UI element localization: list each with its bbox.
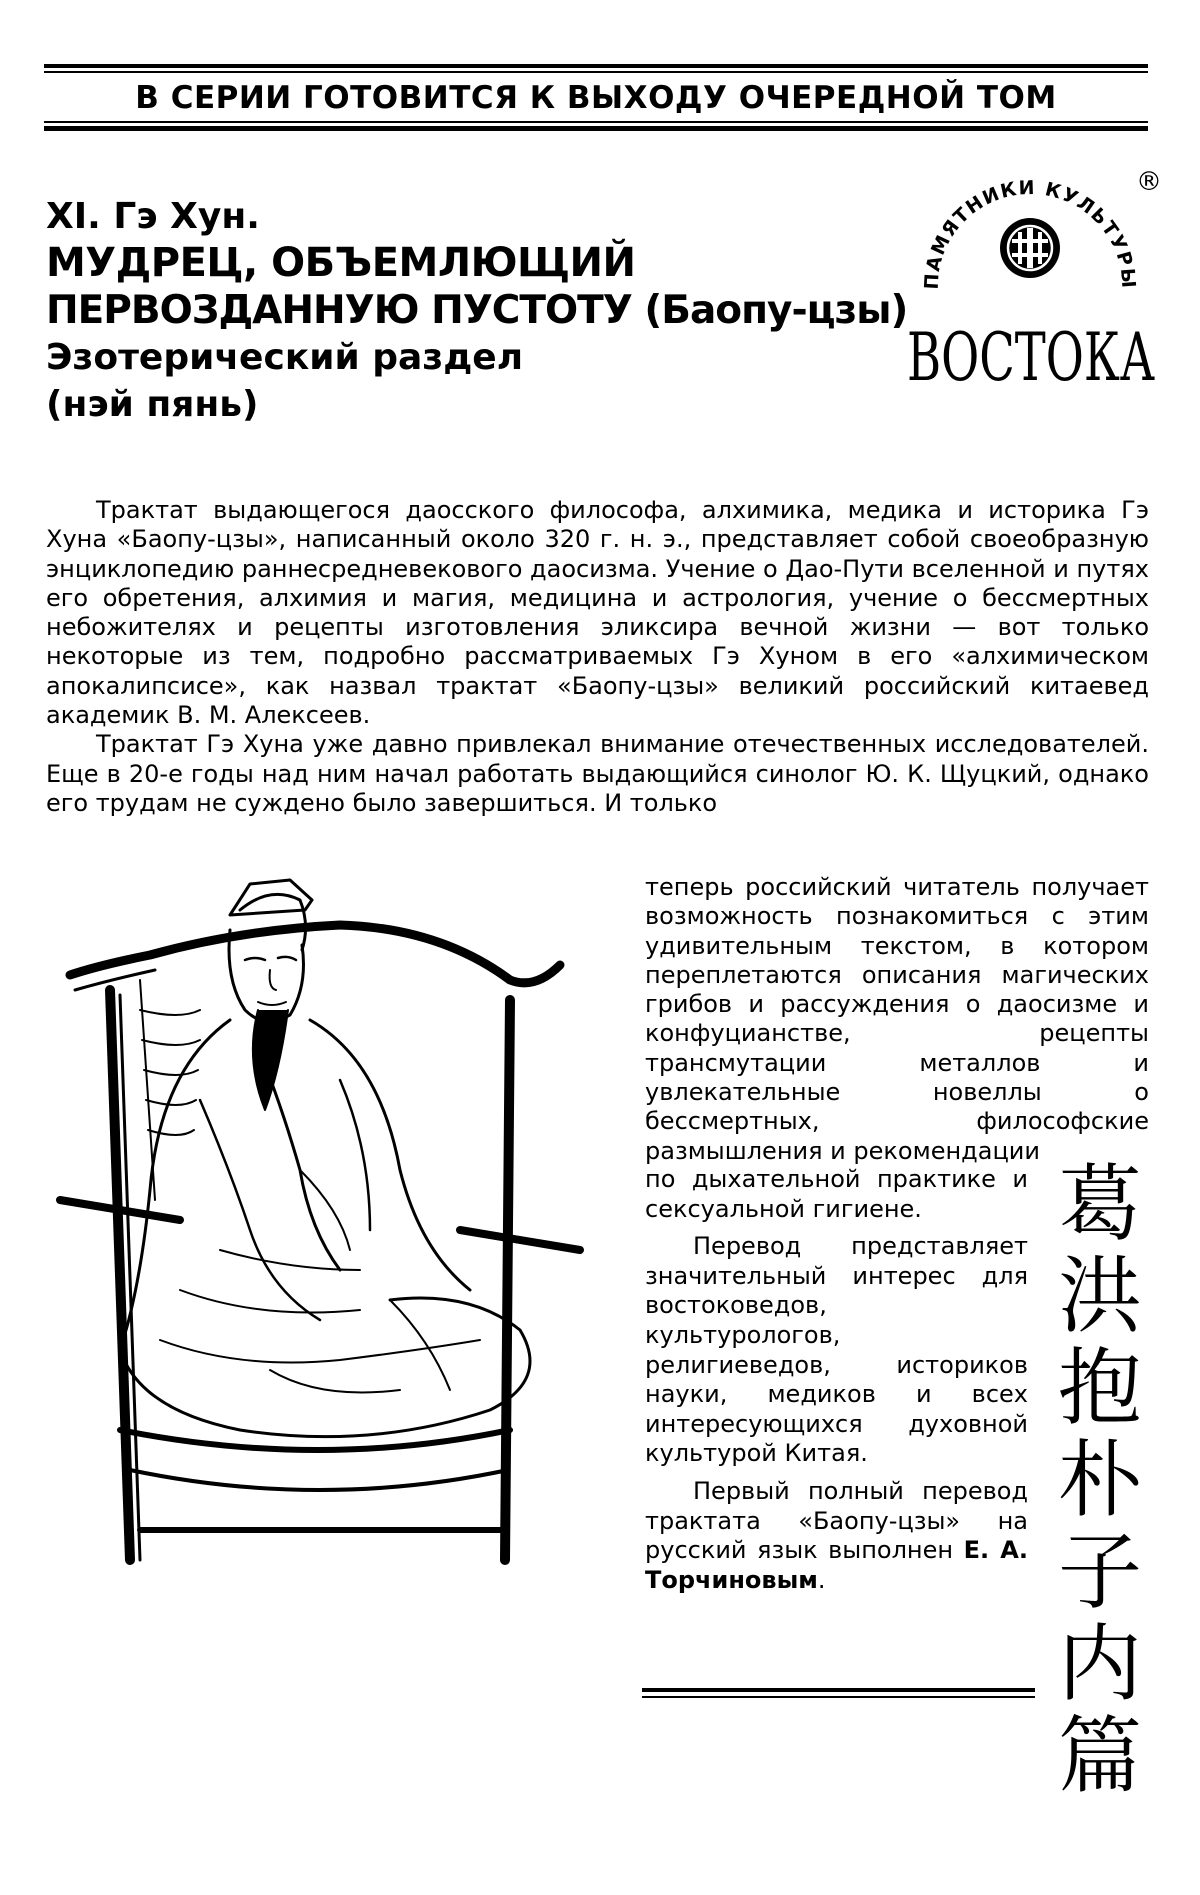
book-title <box>46 193 908 428</box>
bottom-rule-thin <box>642 1696 1035 1698</box>
title-section-sub: (нэй пянь) <box>46 384 259 425</box>
series-banner: В СЕРИИ ГОТОВИТСЯ К ВЫХОДУ ОЧЕРЕДНОЙ ТОМ <box>135 80 1057 116</box>
paragraph-3: Перевод представляет значительный интерес для востоковедов, культурологов, религиеведов, историков науки, медиков и всех интересующихся духовной культурой Китая. <box>645 1232 1028 1468</box>
paragraph-1: Трактат выдающегося даосского философа, алхимика, медика и историка Гэ Хуна «Баопу-цзы», написанный около 320 г. н. э., представляет собой своеобразную энциклопедию раннесредневекового даосизма. Учение о Дао-Пути вселенной и путях его обретения, алхимия и магия, медицина и астрология, учение о бессмертных небожителях и рецепты изготовления эликсира вечной жизни — вот только некоторые из тем, подробно рассматриваемых Гэ Хуном в его «алхимическом апокалипсисе», как назвал трактат «Баопу-цзы» великий российский китаевед академик В. М. Алексеев. <box>46 496 1149 730</box>
paragraph-4 <box>645 1477 1028 1595</box>
top-rule-thick <box>44 64 1148 68</box>
paragraph-2-continued <box>645 873 1149 1166</box>
paragraph-4-period: . <box>817 1565 826 1594</box>
title-section: Эзотерический раздел <box>46 337 524 378</box>
paragraph-2-column-text: теперь российский читатель получает возможность познакомиться с этим удивительным текстом, в котором переплетаются описания магических грибов и рассуждения о даосизме и конфуцианстве, рецепты трансмутации металлов и увлекательные новеллы о бессмертных, философские размышления и рекомендации <box>645 873 1149 1165</box>
bottom-rule-thick <box>642 1688 1035 1692</box>
translator-name: Е. А. Торчиновым <box>645 1536 1028 1594</box>
paragraph-4-text: Первый полный перевод трактата «Баопу-цзы» на русский язык выполнен <box>645 1476 1028 1565</box>
chinese-title <box>1045 1155 1155 1805</box>
chinese-char-5: 子 <box>1057 1523 1142 1621</box>
logo-emblem-icon <box>1000 218 1060 278</box>
logo-arc-text: ПАМЯТНИКИ КУЛЬТУРЫ <box>920 176 1140 291</box>
chinese-char-1: 葛 <box>1057 1155 1142 1253</box>
chinese-char-7: 篇 <box>1057 1707 1142 1805</box>
series-logo <box>900 158 1162 418</box>
narrow-column-text <box>645 1165 1028 1595</box>
chinese-char-6: 内 <box>1057 1615 1142 1713</box>
sage-portrait-illustration <box>40 870 620 1580</box>
title-main-2: ПЕРВОЗДАННУЮ ПУСТОТУ (Баопу-цзы) <box>46 288 908 333</box>
top-rule-thin <box>44 71 1148 73</box>
chinese-char-3: 抱 <box>1057 1339 1142 1437</box>
title-main-1: МУДРЕЦ, ОБЪЕМЛЮЩИЙ <box>46 240 636 286</box>
chinese-char-4: 朴 <box>1057 1431 1142 1529</box>
chinese-char-2: 洪 <box>1057 1247 1142 1345</box>
banner-rule-thick <box>44 126 1148 131</box>
paragraph-2-start: Трактат Гэ Хуна уже давно привлекал внимание отечественных исследователей. Еще в 20-е годы над ним начал работать выдающийся синолог Ю. К. Щуцкий, однако его трудам не суждено было завершиться. И только <box>46 730 1149 817</box>
title-volume: XI. Гэ Хун. <box>46 196 260 237</box>
logo-registered-mark: ® <box>1136 167 1162 197</box>
logo-main-text: ВОСТОКА <box>907 319 1156 396</box>
paragraph-2-end: по дыхательной практике и сексуальной гигиене. <box>645 1165 1028 1223</box>
banner-rule-thin <box>44 121 1148 123</box>
intro-text <box>46 496 1149 818</box>
